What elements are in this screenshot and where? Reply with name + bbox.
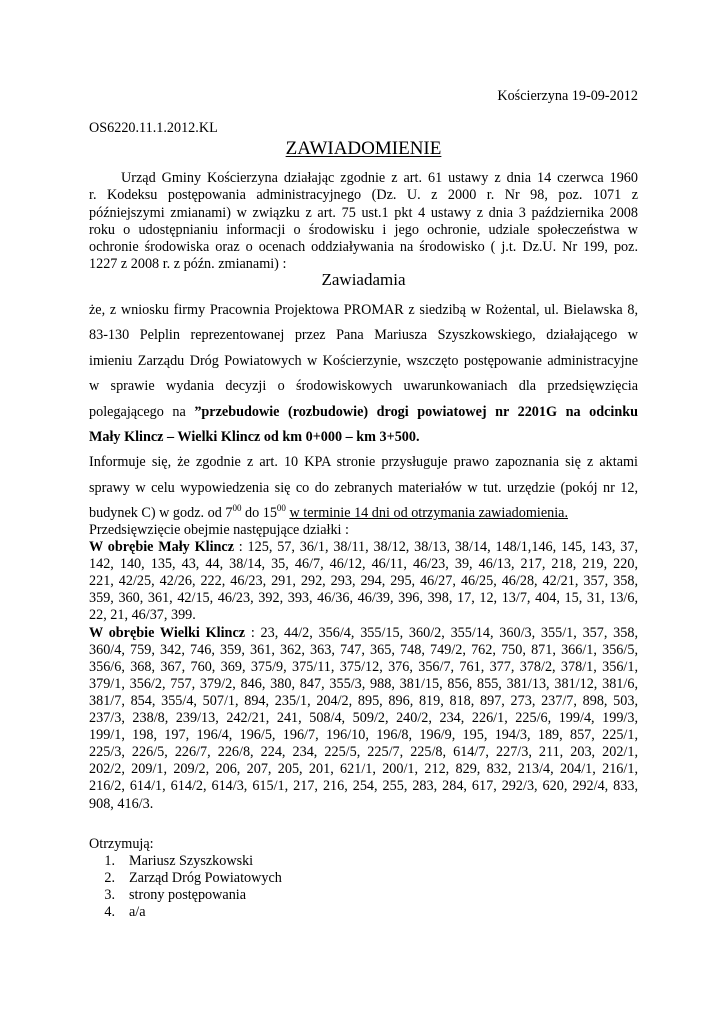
plots-wk-label: W obrębie Wielki Klincz [89,624,246,641]
plots-section [89,522,638,813]
recipient-number: 4. [104,904,115,921]
notice-line: 83-130 Pelplin reprezentowanej przez Pana Mariusza Szyszkowskiego, działającego w [89,327,638,344]
intro-line: 1227 z 2008 r. z późn. zmianami) : [89,256,287,273]
intro-line: Urząd Gminy Kościerzyna działając zgodnie z art. 61 ustawy z dnia 14 czerwca 1960 [121,170,638,186]
plots-line: 142, 140, 135, 43, 44, 38/14, 35, 46/7, 46/12, 46/11, 46/23, 39, 46/13, 217, 218, 219, 220, [89,556,638,573]
plots-line: 237/3, 238/8, 239/13, 242/21, 241, 508/4, 509/2, 240/2, 234, 226/1, 225/6, 199/4, 199/3, [89,710,638,727]
plots-line: 359, 360, 361, 42/15, 46/23, 392, 393, 46/36, 46/39, 396, 398, 17, 12, 13/7, 404, 15, 31, 13/6, [89,590,638,607]
document-date: Kościerzyna 19-09-2012 [497,88,638,104]
plots-line: 360/4, 759, 342, 746, 359, 361, 362, 363, 747, 365, 748, 749/2, 762, 750, 871, 366/1, 356/5, [89,641,638,658]
recipient-number: 2. [104,870,115,887]
recipients-heading: Otrzymują: [89,836,154,852]
plots-line [89,539,638,556]
recipient-item [89,887,282,904]
intro-line: roku o udostępnianiu informacji o środowisku i jego ochronie, udziale społeczeństwa w [89,221,638,238]
plots-line: 225/3, 226/5, 226/7, 226/8, 224, 234, 225/5, 225/7, 225/8, 614/7, 227/3, 211, 203, 202/1, [89,744,638,761]
notice-line [89,400,638,425]
plots-line: 379/1, 356/2, 757, 379/2, 846, 380, 847, 355/3, 988, 381/15, 856, 855, 381/13, 381/12, 381/6, [89,675,638,692]
notice-text: polegającego na [89,403,195,420]
plots-intro: Przedsięwzięcie obejmie następujące działki : [89,522,349,538]
recipient-item [89,870,282,887]
plots-line: 381/7, 854, 355/4, 507/1, 894, 235/1, 204/2, 895, 896, 819, 818, 897, 273, 237/7, 898, 503, [89,692,638,709]
info-text: budynek C) w godz. od 7 [89,505,233,522]
project-name-bold: ”przebudowie (rozbudowie) drogi powiatowej nr 2201G na odcinku [194,403,638,420]
recipient-item [89,904,282,921]
plots-wk-text: : 23, 44/2, 356/4, 355/15, 360/2, 355/14, 360/3, 355/1, 357, 358, [245,624,638,641]
plots-line: 356/6, 368, 367, 760, 369, 375/9, 375/11, 375/12, 376, 356/7, 761, 377, 378/2, 378/1, 356/1, [89,658,638,675]
hour-superscript: 00 [232,503,242,514]
notice-line: w sprawie wydania decyzji o środowiskowych uwarunkowaniach dla przedsięwzięcia [89,378,638,395]
intro-line: ochronie środowiska oraz o ocenach oddziaływania na środowisko ( j.t. Dz.U. Nr 199, poz. [89,239,638,256]
plots-line [89,625,638,642]
notice-line [89,425,638,450]
info-text: do 15 [241,505,277,522]
recipient-name: a/a [129,904,146,921]
plots-mk-label: W obrębie Mały Klincz [89,539,234,556]
section-subtitle: Zawiadamia [321,270,406,289]
plots-line: 22, 21, 46/37, 399. [89,607,196,624]
project-section-bold: Mały Klincz – Wielki Klincz od km 0+000 – km 3+500. [89,428,420,445]
notice-paragraph [89,298,638,527]
plots-line: 199/1, 198, 197, 196/4, 196/5, 196/7, 196/10, 196/8, 196/9, 195, 194/3, 189, 857, 225/1, [89,727,638,744]
recipients-section [89,836,282,921]
recipient-name: Mariusz Szyszkowski [129,853,254,870]
intro-line: późniejszymi zmianami) w związku z art. 75 ust.1 pkt 4 ustawy z dnia 3 października 2008 [89,204,638,221]
recipient-name: strony postępowania [129,887,247,904]
intro-line: r. Kodeksu postępowania administracyjnego (Dz. U. z 2000 r. Nr 98, poz. 1071 z [89,187,638,204]
info-line: sprawy w celu wypowiedzenia się co do zebranych materiałów w tut. urzędzie (pokój nr 12, [89,479,638,496]
plots-line: 216/2, 614/1, 614/2, 614/3, 615/1, 217, 216, 254, 255, 283, 284, 617, 292/3, 620, 292/4, 833, [89,778,638,795]
hour-superscript: 00 [276,503,286,514]
recipient-item [89,853,282,870]
recipient-number: 3. [104,887,115,904]
plots-line: 221, 42/25, 42/26, 222, 46/23, 291, 292, 293, 294, 295, 46/27, 46/25, 46/28, 42/21, 357, 358, [89,573,638,590]
recipient-number: 1. [104,853,115,870]
recipients-list [89,853,282,921]
plots-mk-text: : 125, 57, 36/1, 38/11, 38/12, 38/13, 38/14, 148/1,146, 145, 143, 37, [234,539,638,556]
plots-line: 202/2, 209/1, 209/2, 206, 207, 205, 201, 621/1, 200/1, 212, 829, 832, 213/4, 204/1, 216/1, [89,761,638,778]
recipient-name: Zarząd Dróg Powiatowych [129,870,282,887]
intro-paragraph [89,170,638,274]
deadline-underlined: w terminie 14 dni od otrzymania zawiadomienia. [289,505,568,522]
document-title: ZAWIADOMIENIE [285,138,442,159]
notice-line: że, z wniosku firmy Pracownia Projektowa PROMAR z siedzibą w Rożental, ul. Bielawska 8, [89,302,638,318]
reference-number: OS6220.11.1.2012.KL [89,120,218,136]
notice-line: imieniu Zarządu Dróg Powiatowych w Kościerzynie, wszczęto postępowanie administracyjne [89,352,638,369]
plots-line: 908, 416/3. [89,795,154,812]
info-line: Informuje się, że zgodnie z art. 10 KPA stronie przysługuje prawo zapoznania się z aktami [89,454,638,471]
